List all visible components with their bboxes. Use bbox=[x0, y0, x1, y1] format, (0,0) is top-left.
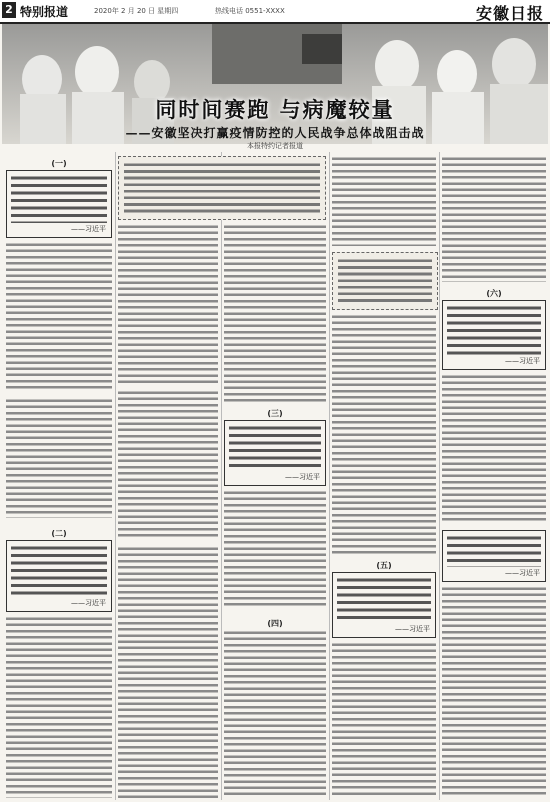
issue-date: 2020年 2 月 20 日 星期四 bbox=[94, 7, 179, 15]
text-column-5 bbox=[442, 152, 546, 800]
quote-text bbox=[337, 577, 431, 623]
text-column-2 bbox=[118, 152, 218, 800]
quote-attribution: ——习近平 bbox=[505, 569, 540, 577]
body-text bbox=[118, 546, 218, 798]
quote-attribution: ——习近平 bbox=[285, 473, 320, 481]
body-text bbox=[332, 314, 436, 554]
section-heading: (一) bbox=[51, 159, 67, 168]
body-text bbox=[224, 490, 326, 608]
page-header bbox=[0, 0, 550, 24]
text-column-4 bbox=[332, 152, 436, 800]
quote-box bbox=[442, 530, 546, 582]
quote-attribution: ——习近平 bbox=[71, 225, 106, 233]
quote-box bbox=[332, 572, 436, 638]
article-byline: 本报特约记者报道 bbox=[247, 142, 303, 150]
quote-box bbox=[6, 170, 112, 238]
page-number: 2 bbox=[2, 2, 16, 18]
body-text bbox=[118, 224, 218, 384]
hotline-text: 热线电话 0551-XXXX bbox=[215, 7, 285, 15]
body-text bbox=[442, 586, 546, 798]
section-heading: (二) bbox=[51, 529, 67, 538]
quote-box bbox=[224, 420, 326, 486]
info-text bbox=[338, 258, 432, 304]
quote-attribution: ——习近平 bbox=[395, 625, 430, 633]
body-text bbox=[332, 642, 436, 798]
section-heading: (三) bbox=[267, 409, 283, 418]
quote-text bbox=[11, 545, 107, 597]
quote-box bbox=[442, 300, 546, 370]
body-text bbox=[224, 630, 326, 798]
masthead: 安徽日报 bbox=[475, 4, 544, 23]
column-divider bbox=[439, 152, 440, 800]
section-heading: (六) bbox=[486, 289, 502, 298]
body-text bbox=[6, 242, 112, 392]
body-text bbox=[6, 398, 112, 518]
quote-attribution: ——习近平 bbox=[505, 357, 540, 365]
text-column-3 bbox=[224, 152, 326, 800]
quote-text bbox=[11, 175, 107, 223]
body-text bbox=[442, 374, 546, 524]
body-text bbox=[224, 224, 326, 402]
section-heading: (五) bbox=[376, 561, 392, 570]
article-subheadline: ——安徽坚决打赢疫情防控的人民战争总体战阻击战 bbox=[125, 126, 425, 140]
quote-text bbox=[229, 425, 321, 471]
quote-text bbox=[447, 535, 541, 567]
column-divider bbox=[221, 152, 222, 800]
body-text bbox=[332, 156, 436, 246]
column-divider bbox=[115, 152, 116, 800]
quote-text bbox=[447, 305, 541, 355]
body-text bbox=[442, 156, 546, 282]
body-text bbox=[6, 616, 112, 798]
quote-box bbox=[6, 540, 112, 612]
info-box bbox=[332, 252, 438, 310]
text-column-1 bbox=[6, 152, 112, 800]
article-headline: 同时间赛跑 与病魔较量 bbox=[155, 98, 395, 122]
column-divider bbox=[329, 152, 330, 800]
section-heading: (四) bbox=[267, 619, 283, 628]
body-text bbox=[118, 390, 218, 540]
quote-attribution: ——习近平 bbox=[71, 599, 106, 607]
section-title: 特别报道 bbox=[20, 5, 69, 19]
